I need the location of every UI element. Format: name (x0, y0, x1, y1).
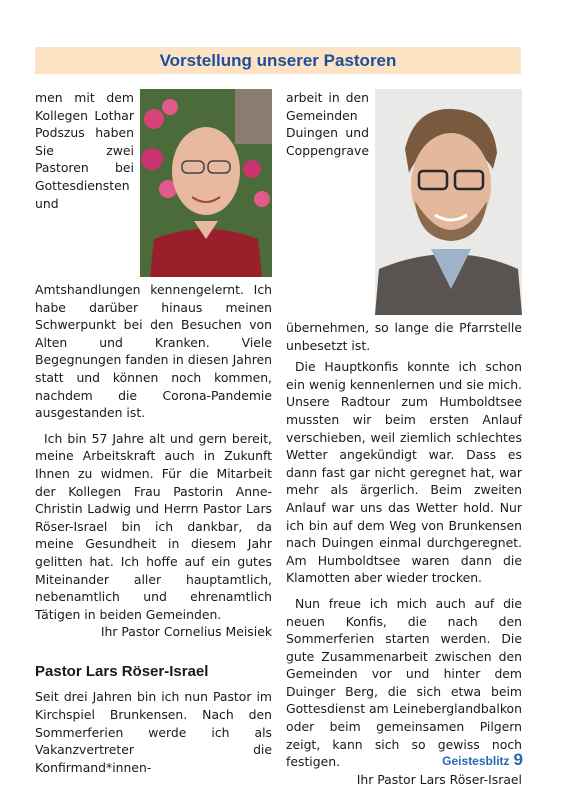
paragraph: Ich bin 57 Jahre alt und gern bereit, meine Arbeitskraft auch in Zukunft Ihnen zu widmen. Für die Mitarbeit der Kollegen Frau Pastorin Anne-Christin Ladwig und Herrn Pastor Lars Röser-Israel bin ich dankbar, da meine Gesundheit in diesem Jahr gelitten hat. Ich hoffe auf ein gutes Miteinander aller hauptamtlich, nebenamtlich und ehrenamtlich Tätigen in beiden Gemeinden. (35, 430, 272, 622)
section-heading: Pastor Lars Röser-Israel (35, 662, 209, 680)
left-column (35, 89, 272, 776)
paragraph: arbeit in den Gemeinden Duingen und Coppengrave übernehmen, so lange die Pfarrstelle unbesetzt ist. (286, 90, 522, 353)
right-column (286, 89, 522, 788)
page-title: Vorstellung unserer Pastoren (159, 50, 397, 70)
portrait-lars-roeser-israel (375, 89, 522, 315)
signature: Ihr Pastor Lars Röser-Israel (356, 771, 522, 787)
publication-name: Geistesblitz (442, 754, 510, 768)
portrait-cornelius-meisiek (140, 89, 272, 277)
paragraph: men mit dem Kollegen Lothar Podszus haben Sie zwei Pastoren bei Gottesdiensten und Amtshandlungen kennengelernt. Ich habe darüber hinaus meinen Schwerpunkt bei den Besuchen von Alten und Kranken. Viele Begegnungen fanden in diesen Jahren statt und können noch kommen, nachdem die Corona-Pandemie ausgestanden ist. (35, 90, 272, 421)
paragraph: Nun freue ich mich auch auf die neuen Konfis, die nach den Sommerferien starten werden. Die gute Zusammenarbeit zwischen den Gemeinden vor und hinter dem Duinger Berg, die sich etwa beim Gottesdienst am Leineberglandbalkon oder beim gemeinsamen Pilgern zeigt, kann sich so gewiss noch festigen. (286, 595, 522, 770)
signature: Ihr Pastor Cornelius Meisiek (100, 624, 272, 640)
page-number: 9 (513, 750, 523, 769)
page-footer (442, 750, 523, 770)
header-bar (35, 47, 521, 74)
paragraph: Seit drei Jahren bin ich nun Pastor im Kirchspiel Brunkensen. Nach den Sommerferien werde ich als Vakanzvertreter die Konfirmand*innen- (35, 689, 272, 775)
paragraph: Die Hauptkonfis konnte ich schon ein wenig kennenlernen und sie mich. Unsere Radtour zum Humboldtsee mussten wir beim ersten Anlauf verschieben, weil ziemlich schlechtes Wetter angekündigt war. Dass es dann fast gar nicht geregnet hat, war mehr als ärgerlich. Beim zweiten Anlauf war uns das Wetter hold. Nur ich bin auf dem Weg von Brunkensen nach Duingen einmal durchgeregnet. Am Humboldtsee waren dann die Klamotten aber wieder trocken. (286, 359, 522, 586)
